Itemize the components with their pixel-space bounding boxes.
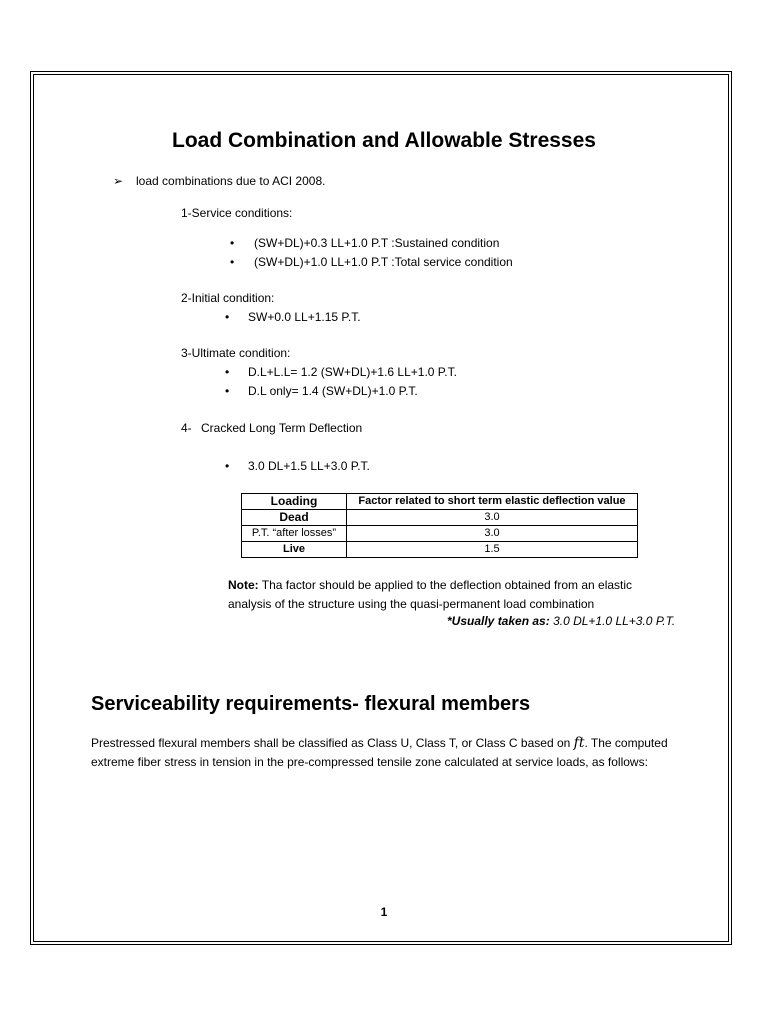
note-text: analysis of the structure using the quasi-permanent load combination (228, 597, 595, 611)
cracked-item: 3.0 DL+1.5 LL+3.0 P.T. (248, 459, 370, 473)
table-header-row (242, 494, 638, 510)
cracked-number: 4- (181, 421, 192, 435)
note-text: Tha factor should be applied to the deflection obtained from an elastic (261, 578, 633, 592)
deflection-factor-table (241, 493, 638, 558)
usually-label: *Usually taken as: (447, 614, 550, 628)
bullet-icon: • (225, 459, 230, 473)
bullet-icon: • (225, 365, 230, 379)
note-block (228, 576, 632, 614)
usually-taken-line (447, 614, 675, 628)
page-title: Load Combination and Allowable Stresses (172, 129, 596, 152)
table-row (242, 526, 638, 542)
table-cell: 1.5 (347, 542, 638, 558)
table-row (242, 542, 638, 558)
table-cell: 3.0 (347, 510, 638, 526)
ft-symbol: ft (573, 735, 585, 751)
paragraph-text: Prestressed flexural members shall be classified as Class U, Class T, or Class C based on (91, 736, 571, 750)
table-cell: 3.0 (347, 526, 638, 542)
section-heading: Serviceability requirements- flexural members (91, 693, 531, 715)
initial-heading: 2-Initial condition: (181, 291, 275, 305)
ultimate-heading: 3-Ultimate condition: (181, 346, 291, 360)
service-item: (SW+DL)+0.3 LL+1.0 P.T :Sustained condition (254, 236, 500, 250)
ultimate-item: D.L+L.L= 1.2 (SW+DL)+1.6 LL+1.0 P.T. (248, 365, 457, 379)
cracked-heading: Cracked Long Term Deflection (201, 421, 363, 435)
bullet-icon: • (225, 384, 230, 398)
service-heading: 1-Service conditions: (181, 206, 293, 220)
table-row (242, 510, 638, 526)
note-label: Note: (228, 578, 259, 592)
paragraph-text: . The computed extreme fiber stress in tension in the pre-compressed tensile zone calculated at service loads, as follows: (91, 736, 668, 769)
bullet-icon: • (225, 310, 230, 324)
usually-value: 3.0 DL+1.0 LL+3.0 P.T. (553, 614, 676, 628)
arrow-bullet-icon: ➢ (113, 174, 124, 188)
initial-item: SW+0.0 LL+1.15 P.T. (248, 310, 361, 324)
page-number: 1 (380, 905, 388, 919)
bullet-icon: • (230, 255, 235, 269)
table-cell: P.T. “after losses” (242, 526, 347, 542)
table-cell: Live (242, 542, 347, 558)
table-header-cell: Factor related to short term elastic deflection value (347, 494, 638, 510)
table-header-cell: Loading (242, 494, 347, 510)
bullet-icon: • (230, 236, 235, 250)
table-cell: Dead (242, 510, 347, 526)
intro-text: load combinations due to ACI 2008. (136, 174, 326, 188)
serviceability-paragraph (91, 734, 691, 772)
service-item: (SW+DL)+1.0 LL+1.0 P.T :Total service condition (254, 255, 513, 269)
ultimate-item: D.L only= 1.4 (SW+DL)+1.0 P.T. (248, 384, 418, 398)
